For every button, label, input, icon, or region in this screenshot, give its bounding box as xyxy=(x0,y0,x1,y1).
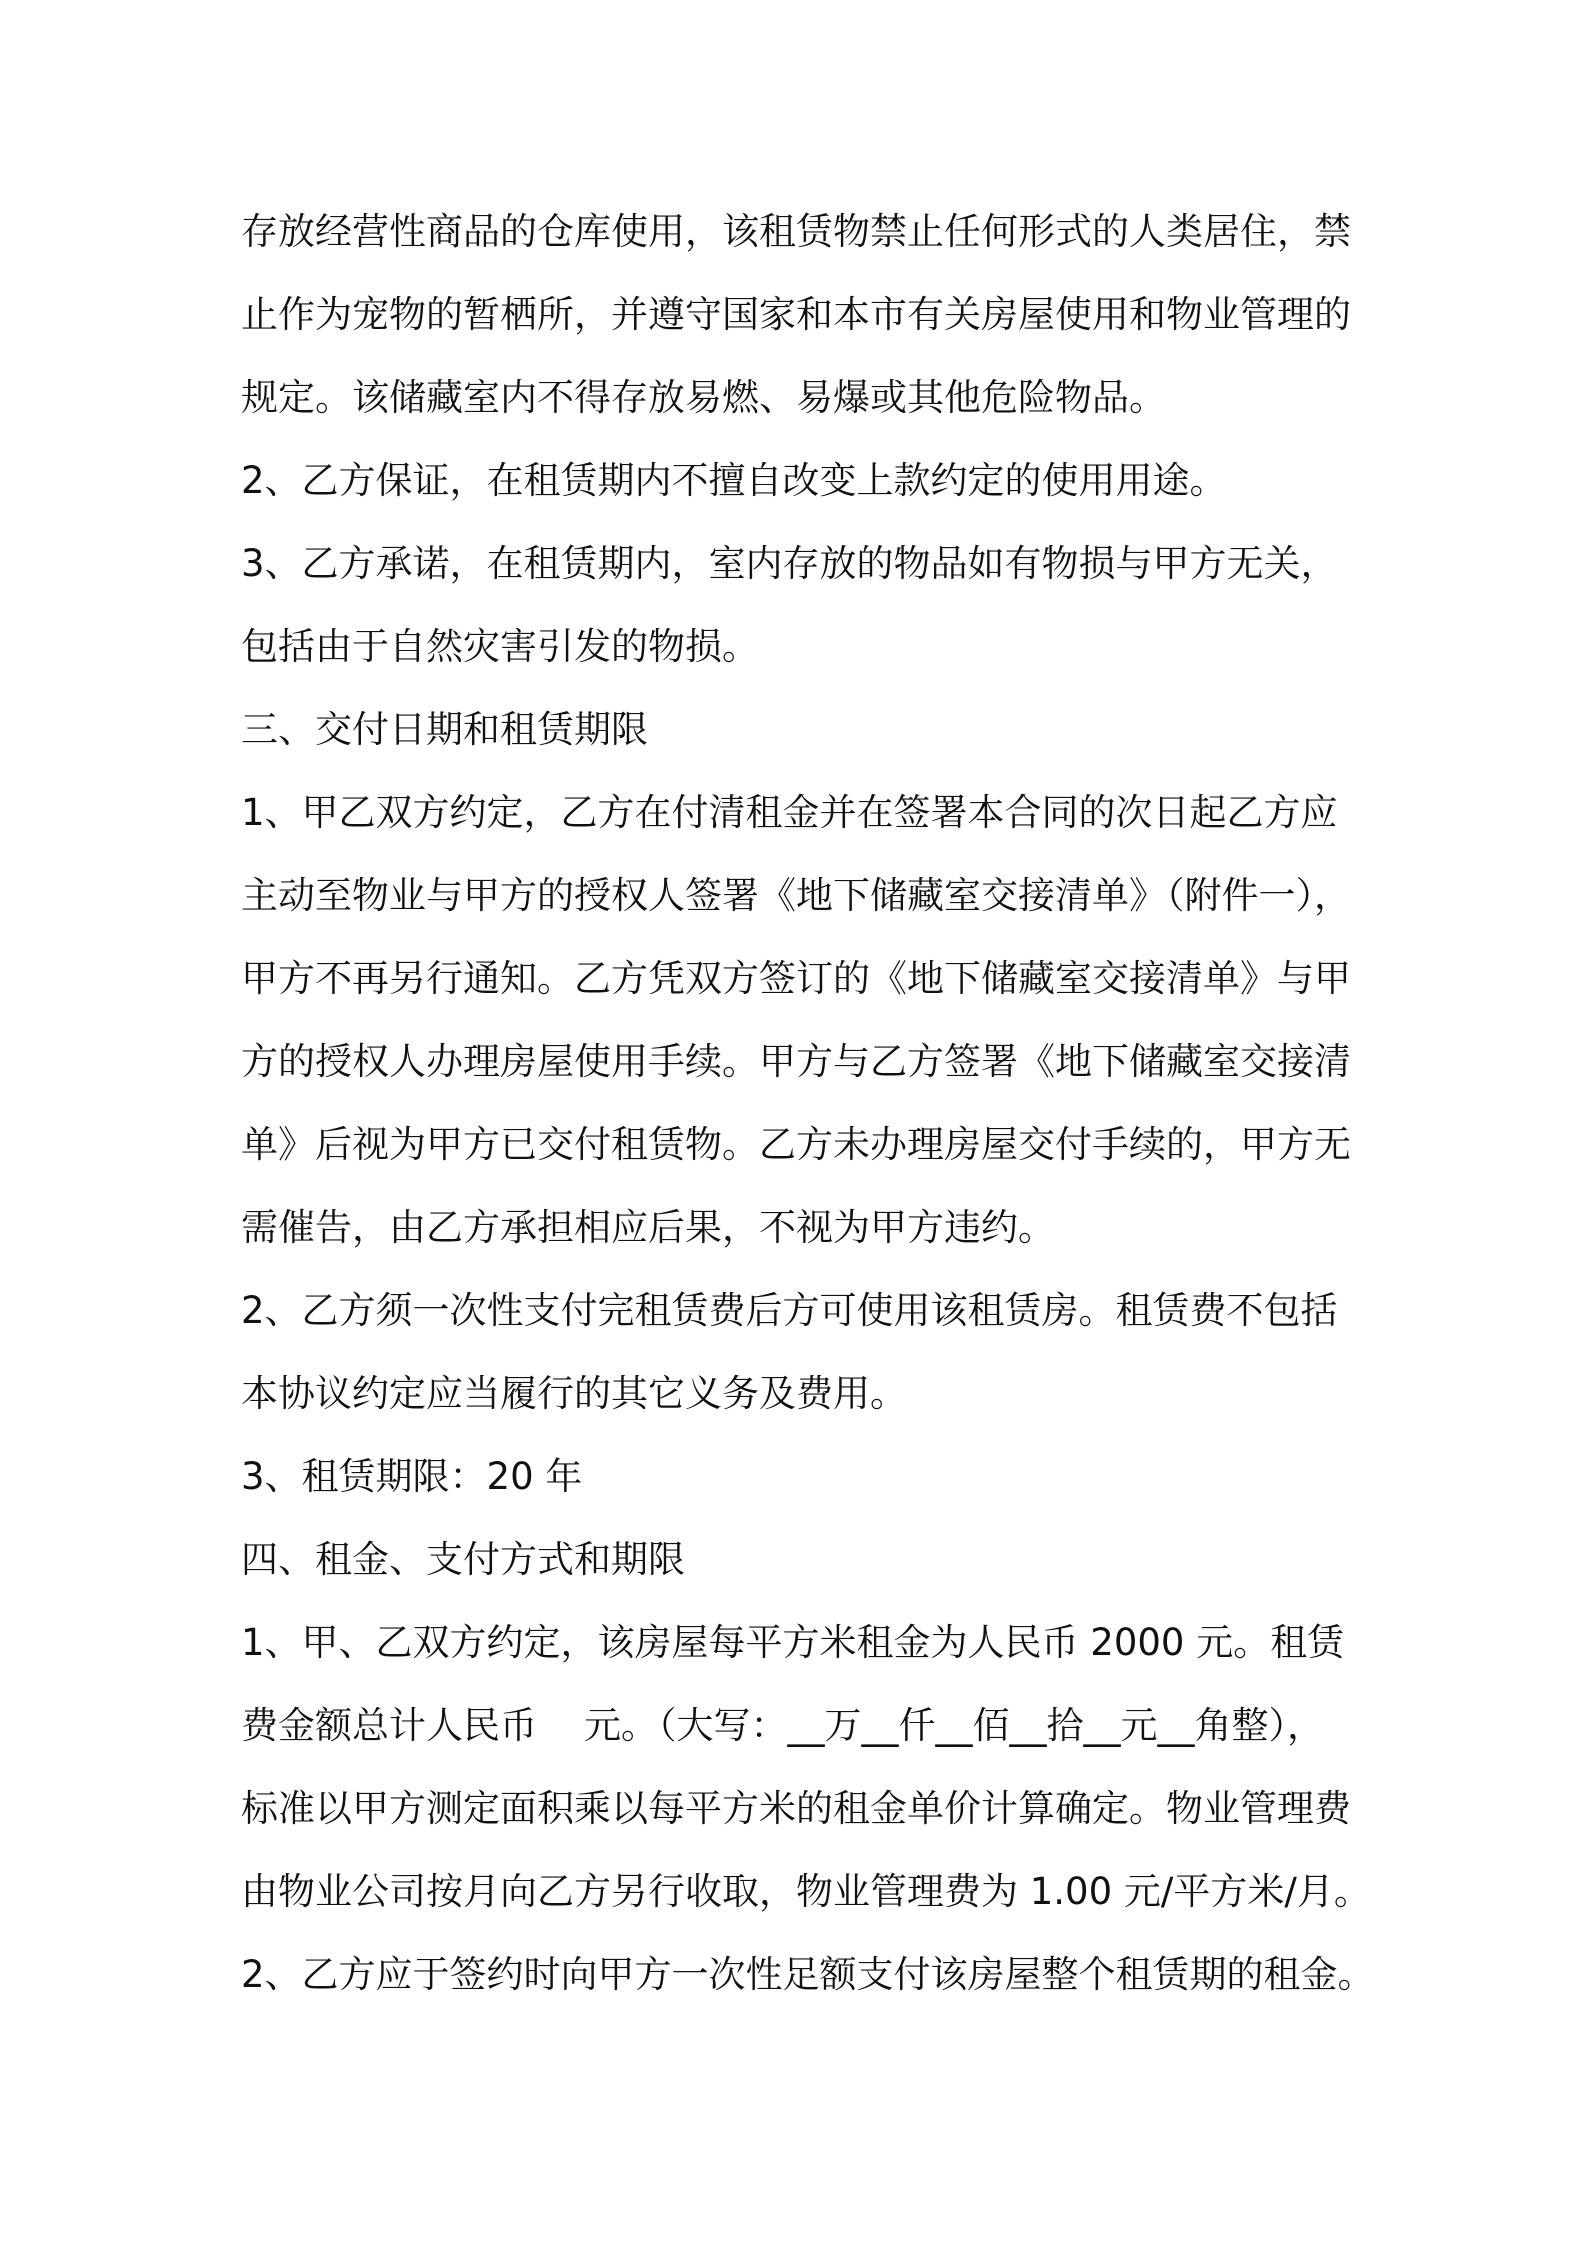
text-line-2: 止作为宠物的暂栖所，并遵守国家和本市有关房屋使用和物业管理的 xyxy=(241,293,1351,336)
section4-clause-1-line-3: 标准以甲方测定面积乘以每平方米的租金单价计算确定。物业管理费 xyxy=(241,1787,1351,1830)
clause-3-line-1: 3、乙方承诺，在租赁期内，室内存放的物品如有物损与甲方无关， xyxy=(241,542,1338,585)
section3-clause-1-line-6: 需催告，由乙方承担相应后果，不视为甲方违约。 xyxy=(241,1206,1055,1249)
section-heading-4: 四、租金、支付方式和期限 xyxy=(241,1538,685,1581)
section3-clause-3-line: 3、租赁期限：20 年 xyxy=(241,1455,583,1498)
section4-clause-1-line-2: 费金额总计人民币 元。（大写：__万__仟__佰__拾__元__角整）， xyxy=(241,1704,1325,1747)
section3-clause-1-line-3: 甲方不再另行通知。乙方凭双方签订的《地下储藏室交接清单》与甲 xyxy=(241,957,1351,1000)
section4-clause-1-line-1: 1、甲、乙双方约定，该房屋每平方米租金为人民币 2000 元。租赁 xyxy=(241,1621,1345,1664)
contract-body-text xyxy=(241,190,1375,2016)
text-line-1: 存放经营性商品的仓库使用，该租赁物禁止任何形式的人类居住，禁 xyxy=(241,210,1351,253)
text-line-3: 规定。该储藏室内不得存放易燃、易爆或其他危险物品。 xyxy=(241,376,1166,419)
section3-clause-1-line-5: 单》后视为甲方已交付租赁物。乙方未办理房屋交付手续的，甲方无 xyxy=(241,1123,1351,1166)
section3-clause-2-line-2: 本协议约定应当履行的其它义务及费用。 xyxy=(241,1372,907,1415)
section3-clause-1-line-2: 主动至物业与甲方的授权人签署《地下储藏室交接清单》（附件一）， xyxy=(241,874,1351,917)
section4-clause-1-line-4: 由物业公司按月向乙方另行收取，物业管理费为 1.00 元/平方米/月。 xyxy=(241,1870,1371,1913)
section3-clause-2-line-1: 2、乙方须一次性支付完租赁费后方可使用该租赁房。租赁费不包括 xyxy=(241,1289,1338,1332)
section4-clause-2-line: 2、乙方应于签约时向甲方一次性足额支付该房屋整个租赁期的租金。 xyxy=(241,1953,1375,1996)
clause-3-line-2: 包括由于自然灾害引发的物损。 xyxy=(241,625,759,668)
section3-clause-1-line-1: 1、甲乙双方约定，乙方在付清租金并在签署本合同的次日起乙方应 xyxy=(241,791,1338,834)
clause-2-line: 2、乙方保证，在租赁期内不擅自改变上款约定的使用用途。 xyxy=(241,459,1227,502)
section3-clause-1-line-4: 方的授权人办理房屋使用手续。甲方与乙方签署《地下储藏室交接清 xyxy=(241,1040,1351,1083)
section-heading-3: 三、交付日期和租赁期限 xyxy=(241,708,648,751)
